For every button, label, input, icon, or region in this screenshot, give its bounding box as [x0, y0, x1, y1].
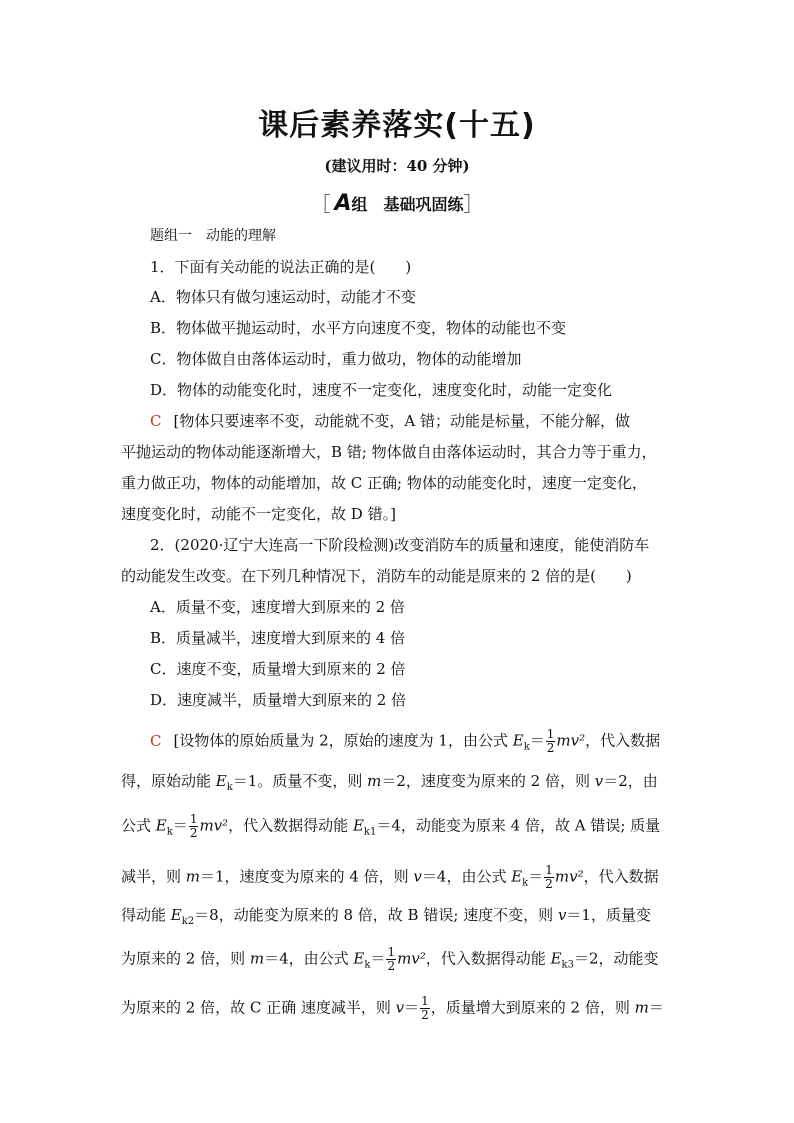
math-symbol: mv²	[554, 867, 584, 886]
q2-explanation-line	[150, 728, 677, 758]
group-label: 组 基础巩固练	[351, 195, 464, 214]
math-symbol: E	[550, 949, 562, 968]
fraction	[544, 864, 554, 891]
text: ＝4，由公式	[421, 867, 512, 886]
math-symbol: ＝	[172, 816, 188, 835]
q1-option-c: C．物体做自由落体运动时，重力做功，物体的动能增加	[150, 350, 522, 368]
q2-explanation-line	[121, 905, 677, 932]
math-symbol: ＝	[528, 867, 544, 886]
fraction	[189, 813, 199, 840]
math-symbol: ＝	[529, 731, 545, 750]
text: 减半，则	[121, 867, 186, 886]
math-symbol: mv²	[199, 816, 229, 835]
math-subscript: k	[523, 741, 530, 753]
math-subscript: k	[364, 959, 371, 971]
q1-option-a: A．物体只有做匀速运动时，动能才不变	[150, 288, 416, 306]
math-subscript: k2	[181, 916, 195, 927]
numerator: 1	[546, 727, 555, 741]
denominator: 2	[545, 877, 553, 891]
q1-option-d: D．物体的动能变化时，速度不一定变化，速度变化时，动能一定变化	[150, 381, 613, 399]
page-title: 课后素养落实(十五)	[258, 108, 536, 143]
math-symbol: v	[557, 906, 567, 924]
math-symbol: E	[155, 816, 167, 835]
text: ＝2，由	[603, 772, 658, 790]
text: ＝1，质量变	[566, 906, 651, 924]
q2-answer: C	[150, 731, 162, 750]
math-subscript: k	[522, 877, 529, 889]
text: ＝2，速度变为原来的 2 倍，则	[381, 772, 595, 790]
math-symbol: m	[185, 867, 201, 886]
q1-explanation-line: 平抛运动的物体动能逐渐增大，B 错; 物体做自由落体运动时，其合力等于重力，	[121, 443, 657, 461]
math-symbol: mv²	[397, 949, 426, 968]
math-symbol: m	[367, 772, 382, 790]
text: 公式	[121, 816, 156, 835]
text: 为原来的 2 倍，则	[121, 949, 250, 968]
text: ＝1，速度变为原来的 4 倍，则	[200, 867, 414, 886]
math-subscript: k3	[561, 959, 574, 971]
math-symbol: mv²	[556, 731, 586, 750]
q1-explanation-line	[150, 411, 677, 431]
numerator: 1	[545, 863, 553, 877]
fraction	[546, 728, 556, 755]
text: ＝2，动能变	[573, 949, 659, 968]
math-symbol: E	[170, 906, 182, 924]
math-symbol: E	[352, 816, 364, 835]
text: ＝4，动能变为原来 4 倍，故 A 错误; 质量	[376, 816, 661, 835]
math-subscript: k1	[363, 826, 377, 838]
fraction	[420, 995, 430, 1022]
math-symbol: v	[594, 772, 604, 790]
q2-option-b: B．质量减半，速度增大到原来的 4 倍	[150, 629, 406, 647]
q2-explanation-line	[121, 813, 677, 843]
numerator: 1	[421, 994, 429, 1008]
text: 得，原始动能	[121, 772, 216, 790]
denominator: 2	[189, 826, 198, 840]
text: 为原来的 2 倍，故 C 正确 速度减半，则	[121, 998, 396, 1017]
numerator: 1	[189, 812, 198, 826]
math-symbol: m	[634, 998, 649, 1017]
section-heading: 题组一 动能的理解	[150, 228, 276, 244]
group-letter: A	[334, 191, 352, 216]
suggested-time: (建议用时：40 分钟)	[324, 157, 470, 175]
numerator: 1	[387, 945, 396, 959]
denominator: 2	[421, 1008, 429, 1022]
right-bracket-icon: ］	[463, 192, 484, 216]
denominator: 2	[387, 959, 396, 973]
math-symbol: E	[353, 949, 365, 968]
q2-stem-line: 2．(2020·辽宁大连高一下阶段检测)改变消防车的质量和速度，能使消防车	[150, 536, 650, 554]
denominator: 2	[546, 741, 555, 755]
fraction	[386, 946, 396, 973]
left-bracket-icon: ［	[310, 192, 331, 216]
math-subscript: k	[226, 782, 233, 793]
q1-explanation-line: 重力做正功，物体的动能增加，故 C 正确; 物体的动能变化时，速度一定变化，	[121, 474, 647, 492]
q2-explanation-line	[121, 864, 677, 894]
q1-option-b: B．物体做平抛运动时，水平方向速度不变，物体的动能也不变	[150, 319, 567, 337]
text: ，代入数据得动能	[425, 949, 551, 968]
math-symbol: v	[413, 867, 422, 886]
text: ＝8，动能变为原来的 8 倍，故 B 错误; 速度不变，则	[194, 906, 558, 924]
math-symbol: E	[511, 867, 523, 886]
text: ＝4，由公式	[264, 949, 354, 968]
q2-option-c: C．速度不变，质量增大到原来的 2 倍	[150, 660, 406, 678]
math-symbol: ＝	[404, 998, 420, 1017]
q2-explanation-line	[121, 995, 677, 1022]
math-subscript: k	[166, 826, 173, 838]
text: ，质量增大到原来的 2 倍，则	[430, 998, 635, 1017]
q1-answer: C	[150, 412, 162, 430]
text: 得动能	[121, 906, 171, 924]
math-symbol: E	[512, 731, 524, 750]
math-symbol: v	[395, 998, 405, 1017]
math-symbol: E	[215, 772, 227, 790]
q2-option-d: D．速度减半，质量增大到原来的 2 倍	[150, 691, 407, 709]
q1-explanation-line: 速度变化时，动能不一定变化，故 D 错。]	[121, 505, 396, 523]
math-symbol: m	[249, 949, 265, 968]
math-symbol: ＝	[370, 949, 386, 968]
text: ，代入数据得动能	[228, 816, 353, 835]
q2-stem-line: 的动能发生改变。在下列几种情况下，消防车的动能是原来的 2 倍的是( )	[121, 567, 632, 585]
q2-explanation-line	[121, 771, 677, 798]
group-heading	[0, 188, 794, 217]
q2-explanation-line	[121, 946, 677, 976]
text: ＝1。质量不变，则	[232, 772, 368, 790]
q1-stem: 1．下面有关动能的说法正确的是( )	[150, 258, 412, 276]
text: ，代入数据	[585, 731, 661, 750]
q1-explanation-text: [物体只要速率不变，动能就不变，A 错；动能是标量，不能分解，做	[173, 412, 630, 430]
math-symbol: ＝	[648, 998, 664, 1017]
text: ，代入数据	[583, 867, 659, 886]
text: [设物体的原始质量为 2，原始的速度为 1，由公式	[173, 731, 513, 750]
q2-option-a: A．质量不变，速度增大到原来的 2 倍	[150, 598, 405, 616]
